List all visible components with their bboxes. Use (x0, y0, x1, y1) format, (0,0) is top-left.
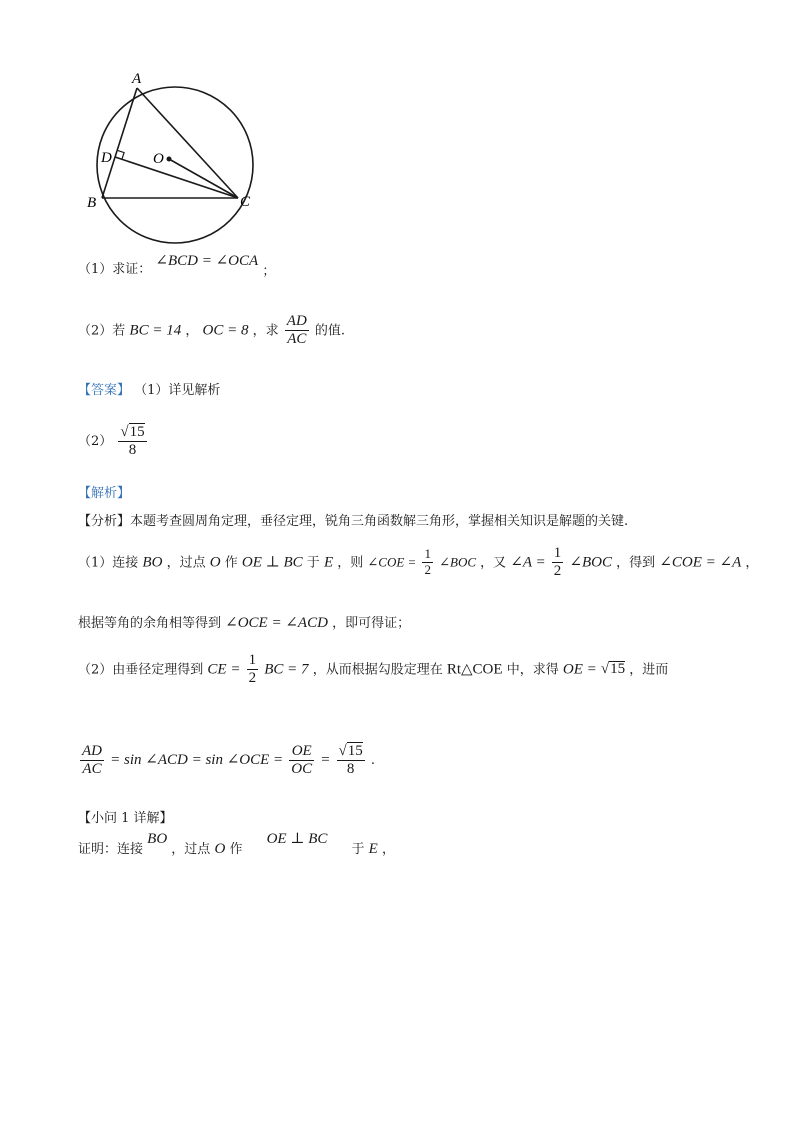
detail-tag: 【小问 1 详解】 (78, 811, 173, 826)
q2-suffix: 的值. (314, 323, 346, 339)
detail-a: 证明：连接 (78, 842, 144, 857)
analysis-part-1-line-2 (78, 616, 410, 631)
p2-c: 中，求得 (506, 662, 559, 678)
final-frac-3 (337, 742, 365, 779)
q1-suffix: ； (262, 264, 276, 279)
p1-eq1-left: ∠COE = (367, 554, 417, 570)
q2-mid: ，求 (252, 323, 279, 339)
detail-oe: OE ⊥ BC (266, 831, 328, 847)
q2-fraction (285, 313, 309, 349)
detail-e: E (368, 841, 378, 857)
p1-g: ，又 (480, 555, 507, 571)
final-den-2: OC (291, 760, 313, 777)
answer-tag: 【答案】 (78, 383, 131, 398)
final-frac-2 (289, 743, 314, 779)
question-1 (78, 253, 276, 279)
analysis-summary-text: 【分析】本题考查圆周角定理，垂径定理，锐角三角函数解三角形，掌握相关知识是解题的关键. (78, 514, 629, 529)
question-2 (78, 313, 345, 349)
label-b: B (87, 195, 97, 211)
q2-prefix: （2）若 (78, 323, 126, 339)
detail-b: ，过点 (171, 842, 211, 857)
p1-bo: BO (142, 554, 163, 571)
segment-ab (102, 88, 137, 198)
analysis-part-1 (78, 545, 758, 581)
analysis-tag: 【解析】 (78, 486, 131, 501)
final-mid: = sin ∠ACD = sin ∠OCE = (110, 751, 284, 768)
p2-oe: OE = (562, 661, 597, 678)
p1-eq1-right: ∠BOC (439, 554, 477, 570)
final-end: . (370, 752, 376, 768)
final-num-1: AD (80, 743, 104, 761)
final-eq: = (320, 751, 331, 768)
q2-frac-num: AD (285, 313, 309, 331)
final-num-2: OE (289, 743, 314, 761)
p1-line2-a: 根据等角的余角相等得到 (78, 616, 222, 631)
p2-sqrt-expr: √15 (600, 661, 626, 678)
p2-b: ，从而根据勾股定理在 (312, 662, 443, 678)
q1-math: ∠BCD = ∠OCA (155, 253, 259, 269)
analysis-tag-line (78, 487, 130, 500)
p1-eq3: ∠COE = ∠A (659, 554, 742, 571)
p1-half-2-num: 1 (552, 545, 564, 563)
p1-half-1-den: 2 (424, 562, 431, 578)
q2-oc: OC = 8 (202, 322, 249, 339)
final-num-3: √15 (337, 742, 365, 761)
detail-tag-line (78, 812, 173, 825)
q1-prefix: （1）求证： (78, 262, 152, 277)
p1-half-2 (552, 545, 564, 581)
circle-o (97, 87, 253, 243)
p1-oe: OE ⊥ BC (241, 554, 303, 571)
detail-bo: BO (147, 831, 168, 847)
answer-2-prefix: （2） (78, 433, 113, 449)
answer-2-den: 8 (128, 442, 137, 459)
q2-frac-den: AC (287, 331, 307, 348)
p1-line2-math: ∠OCE = ∠ACD (225, 615, 328, 631)
center-point-o (167, 157, 172, 162)
label-o: O (153, 151, 164, 167)
p1-half-1-num: 1 (424, 546, 431, 562)
p1-h: ，得到 (616, 555, 656, 571)
p1-e: E (323, 554, 334, 571)
answer-2-fraction (118, 423, 146, 460)
p1-b: ，过点 (166, 555, 206, 571)
p2-d: ，进而 (629, 662, 669, 678)
geometry-figure (80, 70, 280, 250)
p1-c: 作 (224, 555, 238, 571)
p1-eq2-right: ∠BOC (569, 554, 613, 571)
detail-o: O (214, 841, 226, 857)
detail-f: ， (381, 842, 395, 857)
final-den-1: AC (82, 760, 102, 777)
p1-d: 于 (306, 555, 320, 571)
final-frac-1 (80, 743, 104, 779)
answer-1: （1）详见解析 (134, 383, 221, 398)
answer-line-1 (78, 384, 220, 397)
final-den-3: 8 (346, 761, 355, 778)
p2-bc: BC = 7 (264, 661, 309, 678)
p2-sqrt: 15 (610, 661, 626, 678)
label-d: D (101, 150, 112, 166)
p1-f: ，则 (337, 555, 364, 571)
answer-2-num: √15 (118, 423, 146, 442)
p2-rt: Rt△COE (446, 661, 503, 678)
q2-comma: ， (185, 323, 199, 339)
p1-half-2-den: 2 (553, 563, 562, 580)
p2-ce: CE = (207, 661, 241, 678)
p1-half-1 (422, 547, 433, 578)
analysis-final-equation (78, 742, 375, 779)
detail-c: 作 (229, 842, 243, 857)
answer-2-sqrt: 15 (129, 424, 145, 440)
detail-line-1 (78, 831, 395, 857)
p1-a: （1）连接 (78, 555, 139, 571)
p2-half-den: 2 (248, 670, 257, 687)
p1-i: ， (745, 555, 759, 571)
analysis-summary (78, 515, 628, 528)
label-a: A (132, 71, 142, 87)
detail-d: 于 (351, 842, 365, 857)
final-sqrt: 15 (347, 743, 363, 759)
p1-eq2-left: ∠A = (510, 554, 546, 571)
label-c: C (240, 194, 251, 210)
p1-line2-b: ，即可得证； (332, 616, 411, 631)
p2-half-num: 1 (247, 652, 259, 670)
p1-o: O (209, 554, 221, 571)
q2-bc: BC = 14 (129, 322, 182, 339)
analysis-part-2 (78, 652, 668, 688)
p2-half (247, 652, 259, 688)
p2-a: （2）由垂径定理得到 (78, 662, 204, 678)
answer-line-2 (78, 423, 149, 460)
